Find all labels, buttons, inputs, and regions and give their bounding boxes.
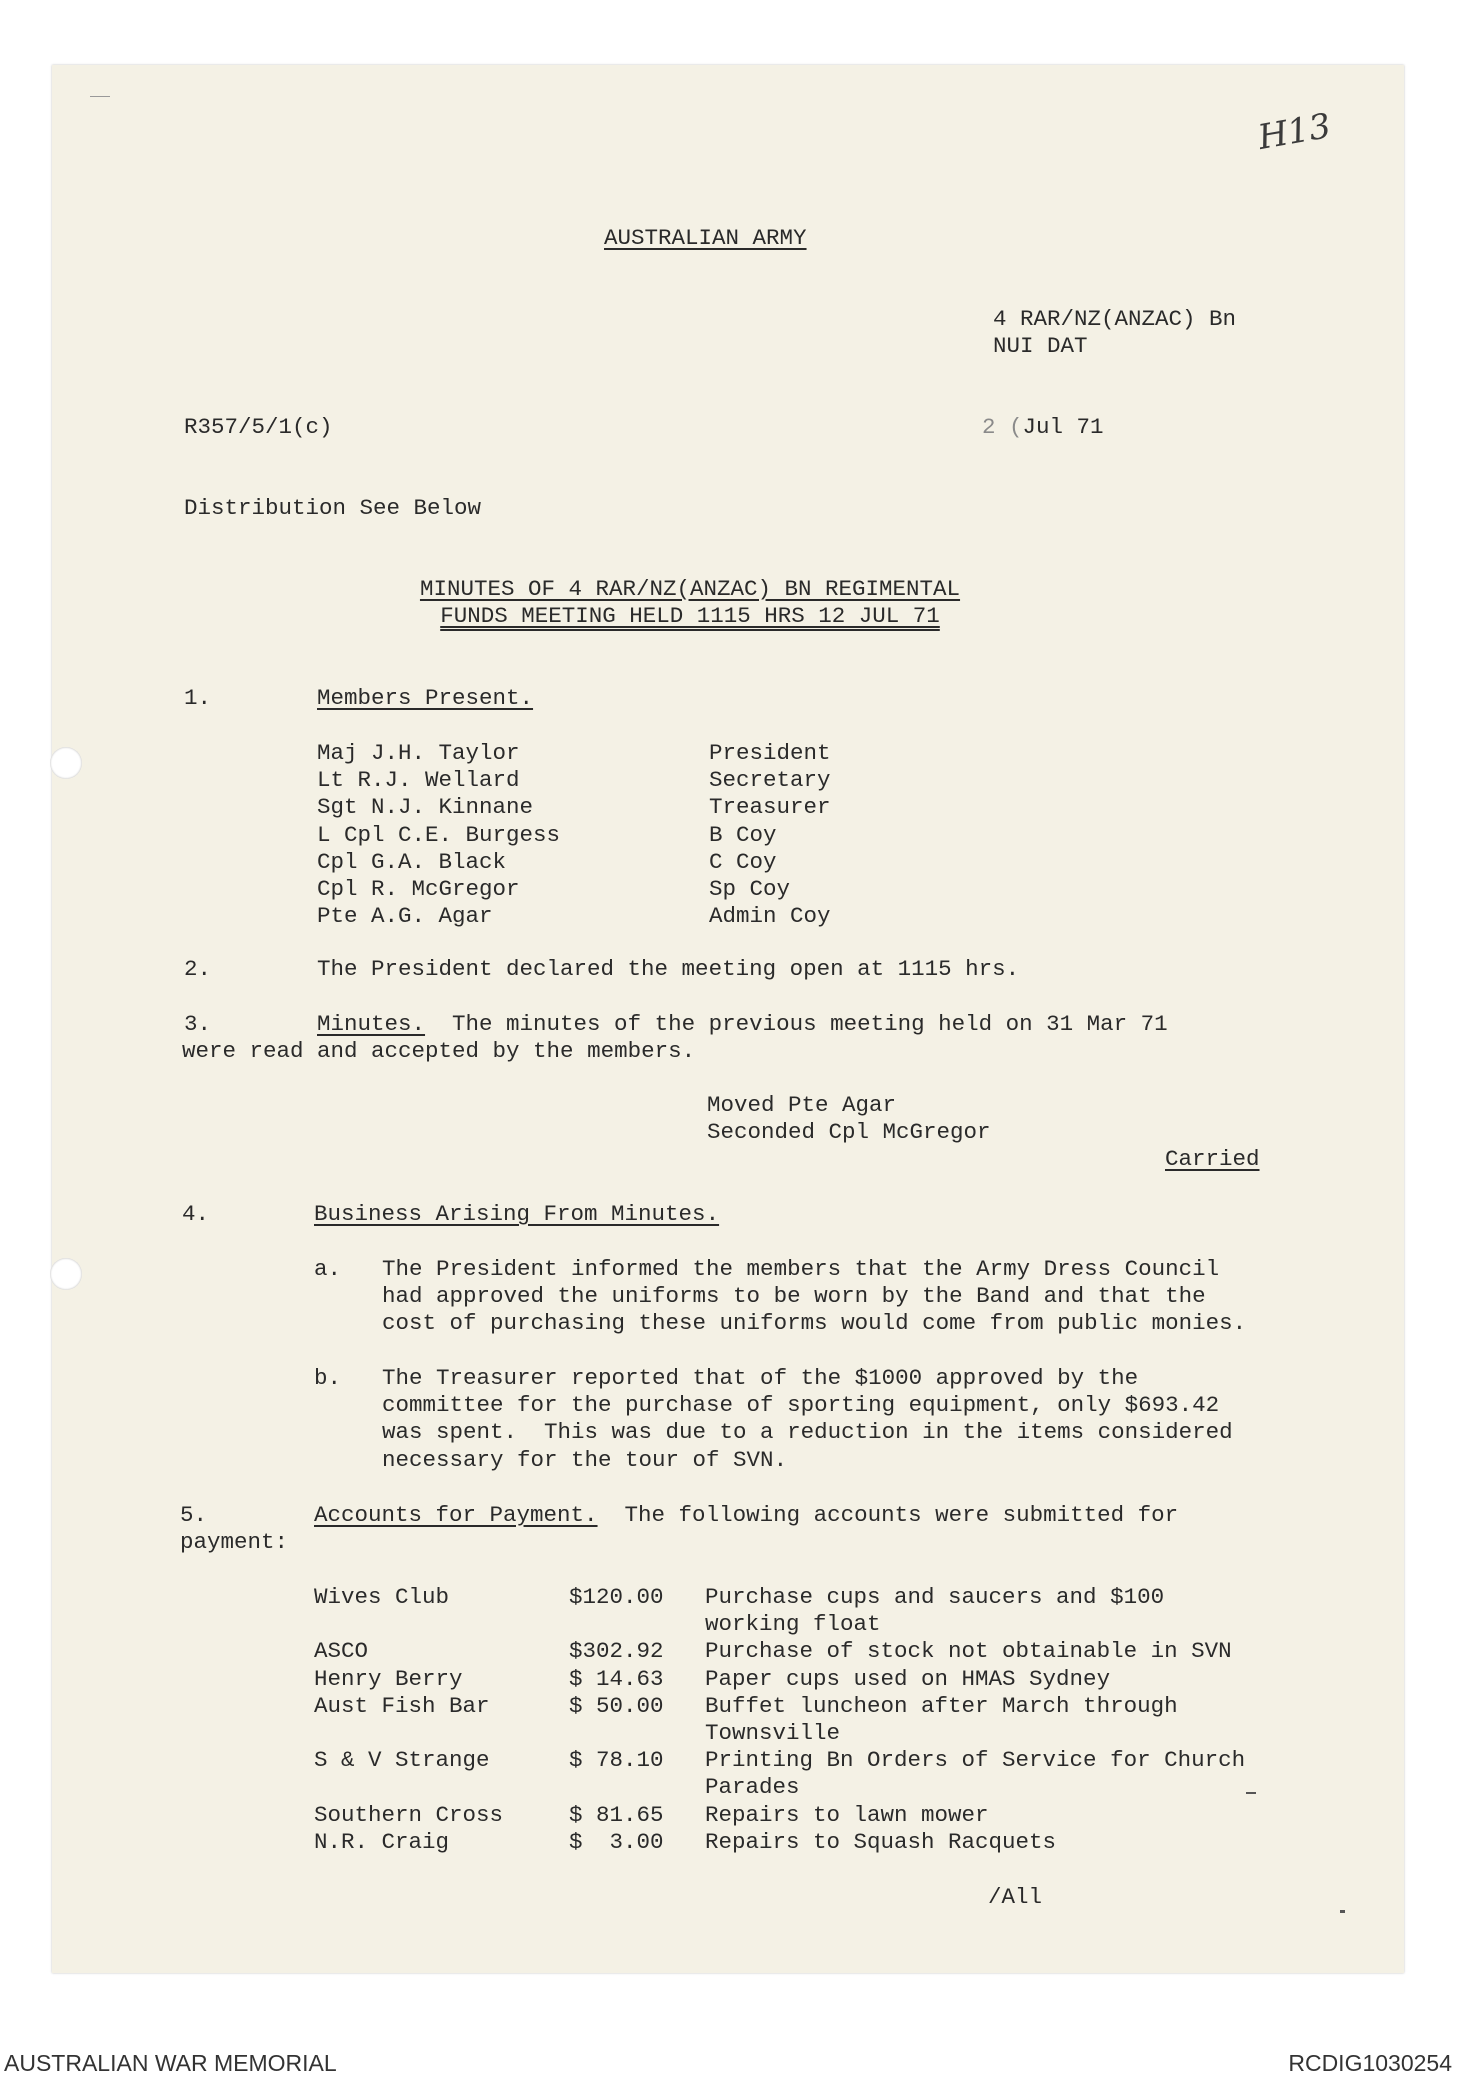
- member-role: Admin Coy: [709, 903, 831, 930]
- member-name: Cpl R. McGregor: [317, 876, 520, 902]
- item4-b-line: was spent. This was due to a reduction in the items considered: [382, 1419, 1233, 1446]
- account-amount: $ 78.10: [569, 1747, 664, 1774]
- item4-b-line: necessary for the tour of SVN.: [382, 1446, 788, 1473]
- member-name: Sgt N.J. Kinnane: [317, 794, 534, 821]
- item5-text-2: payment:: [180, 1529, 289, 1555]
- footer-archive-name: AUSTRALIAN WAR MEMORIAL: [4, 2050, 337, 2076]
- member-role: C Coy: [709, 848, 777, 875]
- item4-b-line: The Treasurer reported that of the $1000 approved by the: [382, 1365, 1139, 1391]
- account-payee: Southern Cross: [314, 1801, 504, 1828]
- member-name: L Cpl C.E. Burgess: [317, 821, 561, 848]
- account-description: Buffet luncheon after March through: [705, 1692, 1178, 1719]
- item5-text-1: The following accounts were submitted for: [597, 1502, 1179, 1528]
- account-description: Purchase cups and saucers and $100: [705, 1584, 1165, 1610]
- subject-line-1: MINUTES OF 4 RAR/NZ(ANZAC) BN REGIMENTAL: [419, 576, 961, 602]
- account-payee: ASCO: [314, 1638, 369, 1665]
- item3-number: 3.: [184, 1011, 212, 1037]
- subject-heading: [380, 576, 1000, 630]
- account-description: working float: [705, 1611, 881, 1638]
- margin-dot: [1340, 1910, 1345, 1913]
- account-description: Paper cups used on HMAS Sydney: [705, 1665, 1111, 1692]
- motion-carried: Carried: [1165, 1146, 1260, 1172]
- margin-mark: [1246, 1792, 1256, 1794]
- subject-line-2: FUNDS MEETING HELD 1115 HRS 12 JUL 71: [440, 603, 940, 629]
- item3-text-1: The minutes of the previous meeting held on 31 Mar 71: [425, 1011, 1168, 1037]
- footer-item-id: RCDIG1030254: [1288, 2050, 1452, 2076]
- account-description: Printing Bn Orders of Service for Church: [705, 1747, 1246, 1774]
- member-role: Treasurer: [709, 794, 831, 821]
- item3-text-2: were read and accepted by the members.: [182, 1038, 696, 1064]
- account-description: Townsville: [705, 1720, 841, 1746]
- account-payee: N.R. Craig: [314, 1828, 450, 1855]
- distribution-line: Distribution See Below: [184, 495, 482, 521]
- item4-a-label: a.: [314, 1256, 342, 1282]
- handwritten-reference: H13: [1255, 105, 1334, 159]
- account-payee: S & V Strange: [314, 1747, 490, 1774]
- punch-hole-bottom: [50, 1258, 82, 1290]
- file-reference: R357/5/1(c): [184, 414, 333, 440]
- item1-heading: Members Present.: [317, 685, 534, 711]
- item1-number: 1.: [184, 685, 212, 711]
- corner-mark: [90, 96, 110, 97]
- item2-number: 2.: [184, 956, 212, 982]
- account-description: Parades: [705, 1774, 800, 1801]
- account-amount: $302.92: [569, 1638, 664, 1665]
- continuation-marker: /All: [988, 1884, 1043, 1910]
- account-description: Repairs to lawn mower: [705, 1801, 989, 1828]
- item3-heading: Minutes.: [317, 1011, 426, 1037]
- member-name: Pte A.G. Agar: [317, 903, 493, 930]
- member-name: Lt R.J. Wellard: [317, 767, 520, 794]
- item4-a-line: had approved the uniforms to be worn by the Band and that the: [382, 1283, 1206, 1310]
- member-role: President: [709, 740, 831, 766]
- item4-b-line: committee for the purchase of sporting equipment, only $693.42: [382, 1392, 1220, 1419]
- item5-heading: Accounts for Payment.: [314, 1502, 598, 1528]
- item5-number: 5.: [180, 1502, 208, 1528]
- item3-line1: [317, 1011, 1168, 1038]
- punch-hole-top: [50, 747, 82, 779]
- member-name: Maj J.H. Taylor: [317, 740, 520, 766]
- account-description: Purchase of stock not obtainable in SVN: [705, 1638, 1232, 1665]
- account-payee: Aust Fish Bar: [314, 1692, 490, 1719]
- account-amount: $ 81.65: [569, 1801, 664, 1828]
- item4-a-line: The President informed the members that the Army Dress Council: [382, 1256, 1220, 1282]
- account-payee: Wives Club: [314, 1584, 450, 1610]
- item4-number: 4.: [182, 1201, 210, 1227]
- document-date: [982, 414, 1104, 441]
- unit-name: 4 RAR/NZ(ANZAC) Bn: [993, 306, 1237, 332]
- date-month-year: Jul 71: [1022, 414, 1104, 440]
- item2-text: The President declared the meeting open at 1115 hrs.: [317, 956, 1020, 982]
- document-title: AUSTRALIAN ARMY: [604, 225, 807, 251]
- account-amount: $ 14.63: [569, 1665, 664, 1692]
- moved-by: Moved Pte Agar: [707, 1092, 897, 1118]
- date-day: 2 (: [982, 414, 1023, 440]
- seconded-by: Seconded Cpl McGregor: [707, 1119, 991, 1145]
- unit-location: NUI DAT: [993, 333, 1088, 359]
- member-name: Cpl G.A. Black: [317, 848, 507, 875]
- account-description: Repairs to Squash Racquets: [705, 1828, 1057, 1855]
- item5-line1: [314, 1502, 1178, 1529]
- member-role: Sp Coy: [709, 876, 791, 902]
- account-amount: $120.00: [569, 1584, 664, 1610]
- account-amount: $ 50.00: [569, 1692, 664, 1719]
- account-payee: Henry Berry: [314, 1665, 463, 1692]
- member-role: B Coy: [709, 821, 777, 848]
- account-amount: $ 3.00: [569, 1828, 664, 1855]
- member-role: Secretary: [709, 767, 831, 794]
- item4-b-label: b.: [314, 1365, 342, 1391]
- item4-heading: Business Arising From Minutes.: [314, 1201, 720, 1227]
- item4-a-line: cost of purchasing these uniforms would come from public monies.: [382, 1310, 1247, 1337]
